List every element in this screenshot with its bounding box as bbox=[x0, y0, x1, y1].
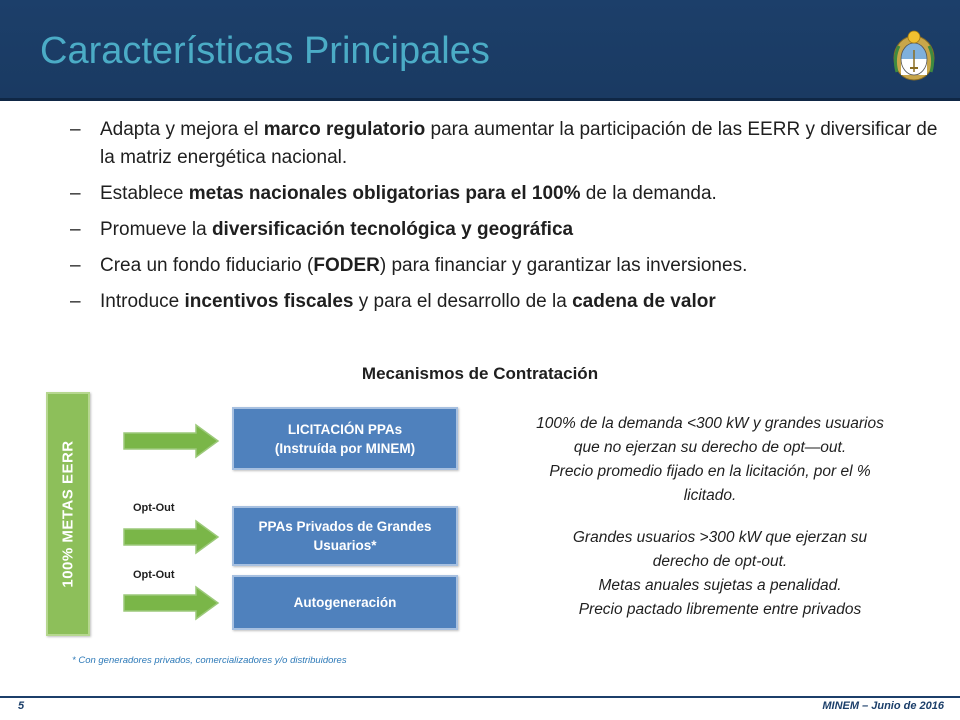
bullet-dash: – bbox=[70, 255, 81, 276]
bullet-dash: – bbox=[70, 291, 81, 312]
page-number: 5 bbox=[18, 700, 25, 712]
box-line: PPAs Privados de Grandes bbox=[258, 519, 432, 534]
bullet-text: ) para financiar y garantizar las inversiones. bbox=[379, 255, 748, 276]
bullet-emphasis: marco regulatorio bbox=[263, 119, 426, 140]
box-line: Usuarios* bbox=[313, 538, 377, 553]
optout-label: Opt-Out bbox=[133, 569, 175, 581]
bullet-item bbox=[60, 252, 940, 280]
bullet-text: Establece bbox=[100, 183, 189, 204]
bullet-text: Promueve la bbox=[100, 219, 212, 240]
desc-line: licitado. bbox=[683, 487, 737, 504]
desc-line: Precio pactado libremente entre privados bbox=[578, 601, 862, 618]
licitacion-ppas-box bbox=[232, 407, 458, 470]
metas-eerr-label: 100% METAS EERR bbox=[59, 440, 77, 588]
right-arrow-icon bbox=[122, 519, 220, 555]
bullet-list bbox=[60, 116, 940, 324]
bullet-dash: – bbox=[70, 219, 81, 240]
bullet-emphasis: cadena de valor bbox=[572, 291, 716, 312]
footnote: * Con generadores privados, comercializadores y/o distribuidores bbox=[72, 655, 347, 666]
grandes-usuarios-description bbox=[490, 526, 950, 622]
bullet-emphasis: diversificación tecnológica y geográfica bbox=[211, 219, 574, 240]
bullet-item bbox=[60, 116, 940, 172]
desc-line: Precio promedio fijado en la licitación, por el % bbox=[549, 463, 871, 480]
desc-line: que no ejerzan su derecho de opt—out. bbox=[573, 439, 847, 456]
desc-line: 100% de la demanda <300 kW y grandes usuarios bbox=[536, 415, 884, 432]
desc-line: Grandes usuarios >300 kW que ejerzan su bbox=[572, 529, 868, 546]
bullet-text: Crea un fondo fiduciario ( bbox=[100, 255, 314, 276]
desc-line: derecho de opt-out. bbox=[652, 553, 788, 570]
box-line: (Instruída por MINEM) bbox=[274, 440, 416, 456]
bullet-text: Adapta y mejora el bbox=[100, 119, 264, 140]
autogeneracion-box bbox=[232, 575, 458, 630]
licitacion-description bbox=[480, 412, 940, 508]
bullet-dash: – bbox=[70, 119, 81, 140]
right-arrow-icon bbox=[122, 423, 220, 459]
bullet-emphasis: metas nacionales obligatorias para el 100% bbox=[188, 183, 581, 204]
bullet-item bbox=[60, 216, 940, 244]
bullet-text: para aumentar la participación de las EERR y diversificar de la matriz energética nacional. bbox=[100, 119, 938, 168]
bullet-text: de la demanda. bbox=[580, 183, 717, 204]
slide-header bbox=[0, 0, 960, 101]
right-arrow-icon bbox=[122, 585, 220, 621]
optout-label: Opt-Out bbox=[133, 502, 175, 514]
metas-eerr-bar bbox=[46, 392, 90, 636]
mechanisms-title: Mecanismos de Contratación bbox=[361, 364, 599, 383]
bullet-text: Introduce bbox=[100, 291, 185, 312]
desc-line: Metas anuales sujetas a penalidad. bbox=[598, 577, 842, 594]
slide-title: Características Principales bbox=[40, 30, 490, 72]
ppas-privados-box bbox=[232, 506, 458, 566]
bullet-emphasis: FODER bbox=[313, 255, 380, 276]
bullet-item bbox=[60, 180, 940, 208]
bullet-emphasis: incentivos fiscales bbox=[184, 291, 354, 312]
footer-divider bbox=[0, 696, 960, 698]
box-line: Autogeneración bbox=[293, 595, 397, 610]
bullet-item bbox=[60, 288, 940, 316]
bullet-dash: – bbox=[70, 183, 81, 204]
box-line: LICITACIÓN PPAs bbox=[287, 421, 403, 437]
bullet-text: y para el desarrollo de la bbox=[353, 291, 573, 312]
footer-text: MINEM – Junio de 2016 bbox=[822, 700, 944, 712]
argentina-coat-of-arms-icon bbox=[889, 28, 939, 84]
